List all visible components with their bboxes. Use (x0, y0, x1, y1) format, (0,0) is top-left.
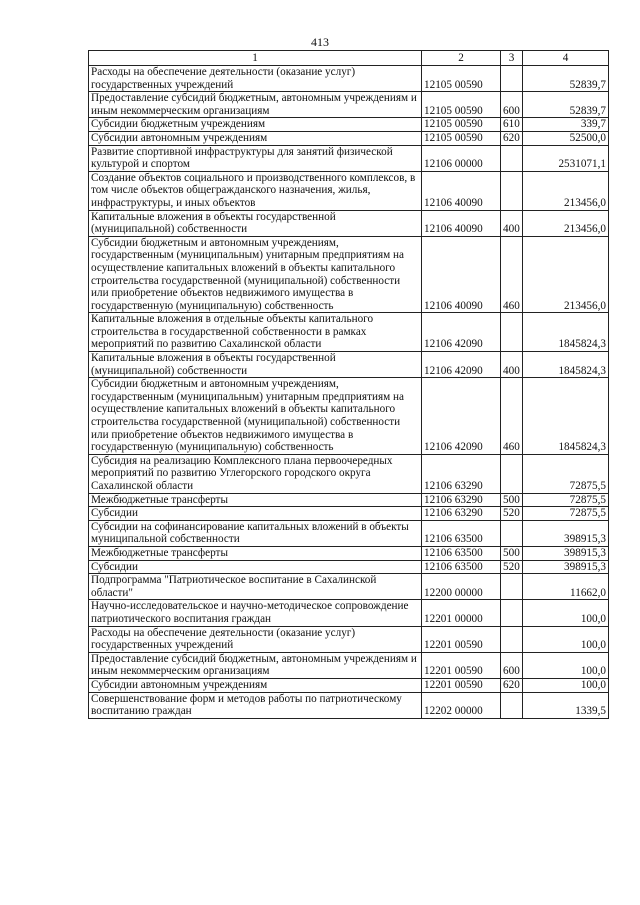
row-name-cell: Субсидии бюджетным и автономным учреждениям, государственным (муниципальным) унитарным предприятиям на осуществление капитальных вложений в объекты капитального строительства государственной (муниципальной) собственности или приобретение объектов недвижимого имущества в государственную (муниципальную) собственность (89, 378, 422, 455)
column-header-code: 2 (422, 51, 501, 66)
row-amount-cell: 339,7 (523, 118, 609, 132)
row-code-cell: 12106 00000 (422, 145, 501, 171)
row-amount-cell: 2531071,1 (523, 145, 609, 171)
row-name-cell: Субсидии автономным учреждениям (89, 678, 422, 692)
table-row (89, 454, 609, 493)
row-code-cell: 12105 00590 (422, 131, 501, 145)
row-code-cell: 12202 00000 (422, 692, 501, 718)
row-type-cell: 600 (501, 92, 523, 118)
column-header-amount: 4 (523, 51, 609, 66)
row-type-cell: 620 (501, 131, 523, 145)
row-type-cell: 400 (501, 210, 523, 236)
table-row (89, 210, 609, 236)
column-header-type: 3 (501, 51, 523, 66)
row-amount-cell: 213456,0 (523, 171, 609, 210)
column-header-name: 1 (89, 51, 422, 66)
row-amount-cell: 100,0 (523, 626, 609, 652)
row-name-cell: Совершенствование форм и методов работы по патриотическому воспитанию граждан (89, 692, 422, 718)
row-name-cell: Субсидии (89, 560, 422, 574)
row-amount-cell: 100,0 (523, 678, 609, 692)
row-name-cell: Субсидии автономным учреждениям (89, 131, 422, 145)
row-amount-cell: 52500,0 (523, 131, 609, 145)
row-name-cell: Капитальные вложения в объекты государственной (муниципальной) собственности (89, 352, 422, 378)
row-amount-cell: 72875,5 (523, 493, 609, 507)
table-row (89, 574, 609, 600)
row-code-cell: 12106 63500 (422, 520, 501, 546)
row-code-cell: 12106 63500 (422, 560, 501, 574)
row-amount-cell: 398915,3 (523, 560, 609, 574)
row-code-cell: 12106 40090 (422, 171, 501, 210)
row-name-cell: Научно-исследовательское и научно-методическое сопровождение патриотического воспитания граждан (89, 600, 422, 626)
table-row (89, 678, 609, 692)
row-name-cell: Предоставление субсидий бюджетным, автономным учреждениям и иным некоммерческим организациям (89, 652, 422, 678)
row-amount-cell: 398915,3 (523, 546, 609, 560)
row-code-cell: 12106 63500 (422, 546, 501, 560)
row-name-cell: Субсидии (89, 507, 422, 521)
row-code-cell: 12106 63290 (422, 454, 501, 493)
row-amount-cell: 11662,0 (523, 574, 609, 600)
row-name-cell: Субсидии бюджетным учреждениям (89, 118, 422, 132)
row-name-cell: Создание объектов социального и производственного комплексов, в том числе объектов общегражданского назначения, жилья, инфраструктуры, и иных объектов (89, 171, 422, 210)
row-amount-cell: 72875,5 (523, 454, 609, 493)
row-amount-cell: 52839,7 (523, 66, 609, 92)
row-amount-cell: 213456,0 (523, 236, 609, 313)
table-row (89, 145, 609, 171)
row-type-cell: 620 (501, 678, 523, 692)
row-type-cell (501, 626, 523, 652)
row-code-cell: 12105 00590 (422, 118, 501, 132)
table-row (89, 236, 609, 313)
table-row (89, 507, 609, 521)
row-name-cell: Межбюджетные трансферты (89, 493, 422, 507)
row-name-cell: Развитие спортивной инфраструктуры для занятий физической культурой и спортом (89, 145, 422, 171)
row-code-cell: 12106 63290 (422, 493, 501, 507)
row-type-cell (501, 171, 523, 210)
table-row (89, 520, 609, 546)
table-row (89, 692, 609, 718)
row-type-cell: 400 (501, 352, 523, 378)
row-type-cell: 610 (501, 118, 523, 132)
row-code-cell: 12201 00590 (422, 678, 501, 692)
row-type-cell: 460 (501, 236, 523, 313)
row-code-cell: 12106 42090 (422, 313, 501, 352)
budget-table (88, 50, 609, 719)
row-type-cell (501, 574, 523, 600)
row-type-cell (501, 454, 523, 493)
row-code-cell: 12201 00590 (422, 626, 501, 652)
row-name-cell: Предоставление субсидий бюджетным, автономным учреждениям и иным некоммерческим организациям (89, 92, 422, 118)
table-row (89, 118, 609, 132)
row-name-cell: Расходы на обеспечение деятельности (оказание услуг) государственных учреждений (89, 626, 422, 652)
row-type-cell (501, 313, 523, 352)
table-header (89, 51, 609, 66)
row-name-cell: Расходы на обеспечение деятельности (оказание услуг) государственных учреждений (89, 66, 422, 92)
row-type-cell: 520 (501, 507, 523, 521)
row-code-cell: 12201 00590 (422, 652, 501, 678)
row-code-cell: 12200 00000 (422, 574, 501, 600)
table-row (89, 171, 609, 210)
row-name-cell: Субсидии на софинансирование капитальных вложений в объекты муниципальной собственности (89, 520, 422, 546)
table-row (89, 92, 609, 118)
row-type-cell (501, 145, 523, 171)
row-type-cell: 460 (501, 378, 523, 455)
row-code-cell: 12106 40090 (422, 210, 501, 236)
table-row (89, 560, 609, 574)
row-type-cell (501, 600, 523, 626)
row-name-cell: Субсидия на реализацию Комплексного плана первоочередных мероприятий по развитию Углегорского городского округа Сахалинской области (89, 454, 422, 493)
row-amount-cell: 1845824,3 (523, 378, 609, 455)
row-amount-cell: 213456,0 (523, 210, 609, 236)
row-code-cell: 12106 63290 (422, 507, 501, 521)
row-name-cell: Межбюджетные трансферты (89, 546, 422, 560)
row-code-cell: 12105 00590 (422, 66, 501, 92)
row-name-cell: Капитальные вложения в отдельные объекты капитального строительства в государственной собственности в рамках мероприятий по развитию Сахалинской области (89, 313, 422, 352)
row-amount-cell: 100,0 (523, 652, 609, 678)
row-amount-cell: 1845824,3 (523, 352, 609, 378)
table-row (89, 378, 609, 455)
table-row (89, 493, 609, 507)
row-code-cell: 12201 00000 (422, 600, 501, 626)
row-name-cell: Подпрограмма "Патриотическое воспитание в Сахалинской области" (89, 574, 422, 600)
row-code-cell: 12106 40090 (422, 236, 501, 313)
row-amount-cell: 52839,7 (523, 92, 609, 118)
row-type-cell: 500 (501, 546, 523, 560)
row-type-cell: 520 (501, 560, 523, 574)
table-row (89, 626, 609, 652)
row-amount-cell: 72875,5 (523, 507, 609, 521)
table-body (89, 66, 609, 719)
table-row (89, 131, 609, 145)
row-amount-cell: 100,0 (523, 600, 609, 626)
table-row (89, 66, 609, 92)
row-code-cell: 12105 00590 (422, 92, 501, 118)
table-row (89, 652, 609, 678)
table-row (89, 313, 609, 352)
column-number-row (89, 51, 609, 66)
page-number: 413 (311, 35, 329, 49)
row-type-cell (501, 66, 523, 92)
row-type-cell: 500 (501, 493, 523, 507)
row-name-cell: Капитальные вложения в объекты государственной (муниципальной) собственности (89, 210, 422, 236)
row-type-cell (501, 692, 523, 718)
row-amount-cell: 1845824,3 (523, 313, 609, 352)
row-name-cell: Субсидии бюджетным и автономным учреждениям, государственным (муниципальным) унитарным предприятиям на осуществление капитальных вложений в объекты капитального строительства государственной (муниципальной) собственности или приобретение объектов недвижимого имущества в государственную (муниципальную) собственность (89, 236, 422, 313)
row-code-cell: 12106 42090 (422, 378, 501, 455)
table-row (89, 600, 609, 626)
table-row (89, 546, 609, 560)
row-type-cell: 600 (501, 652, 523, 678)
row-amount-cell: 1339,5 (523, 692, 609, 718)
row-code-cell: 12106 42090 (422, 352, 501, 378)
row-type-cell (501, 520, 523, 546)
table-row (89, 352, 609, 378)
row-amount-cell: 398915,3 (523, 520, 609, 546)
